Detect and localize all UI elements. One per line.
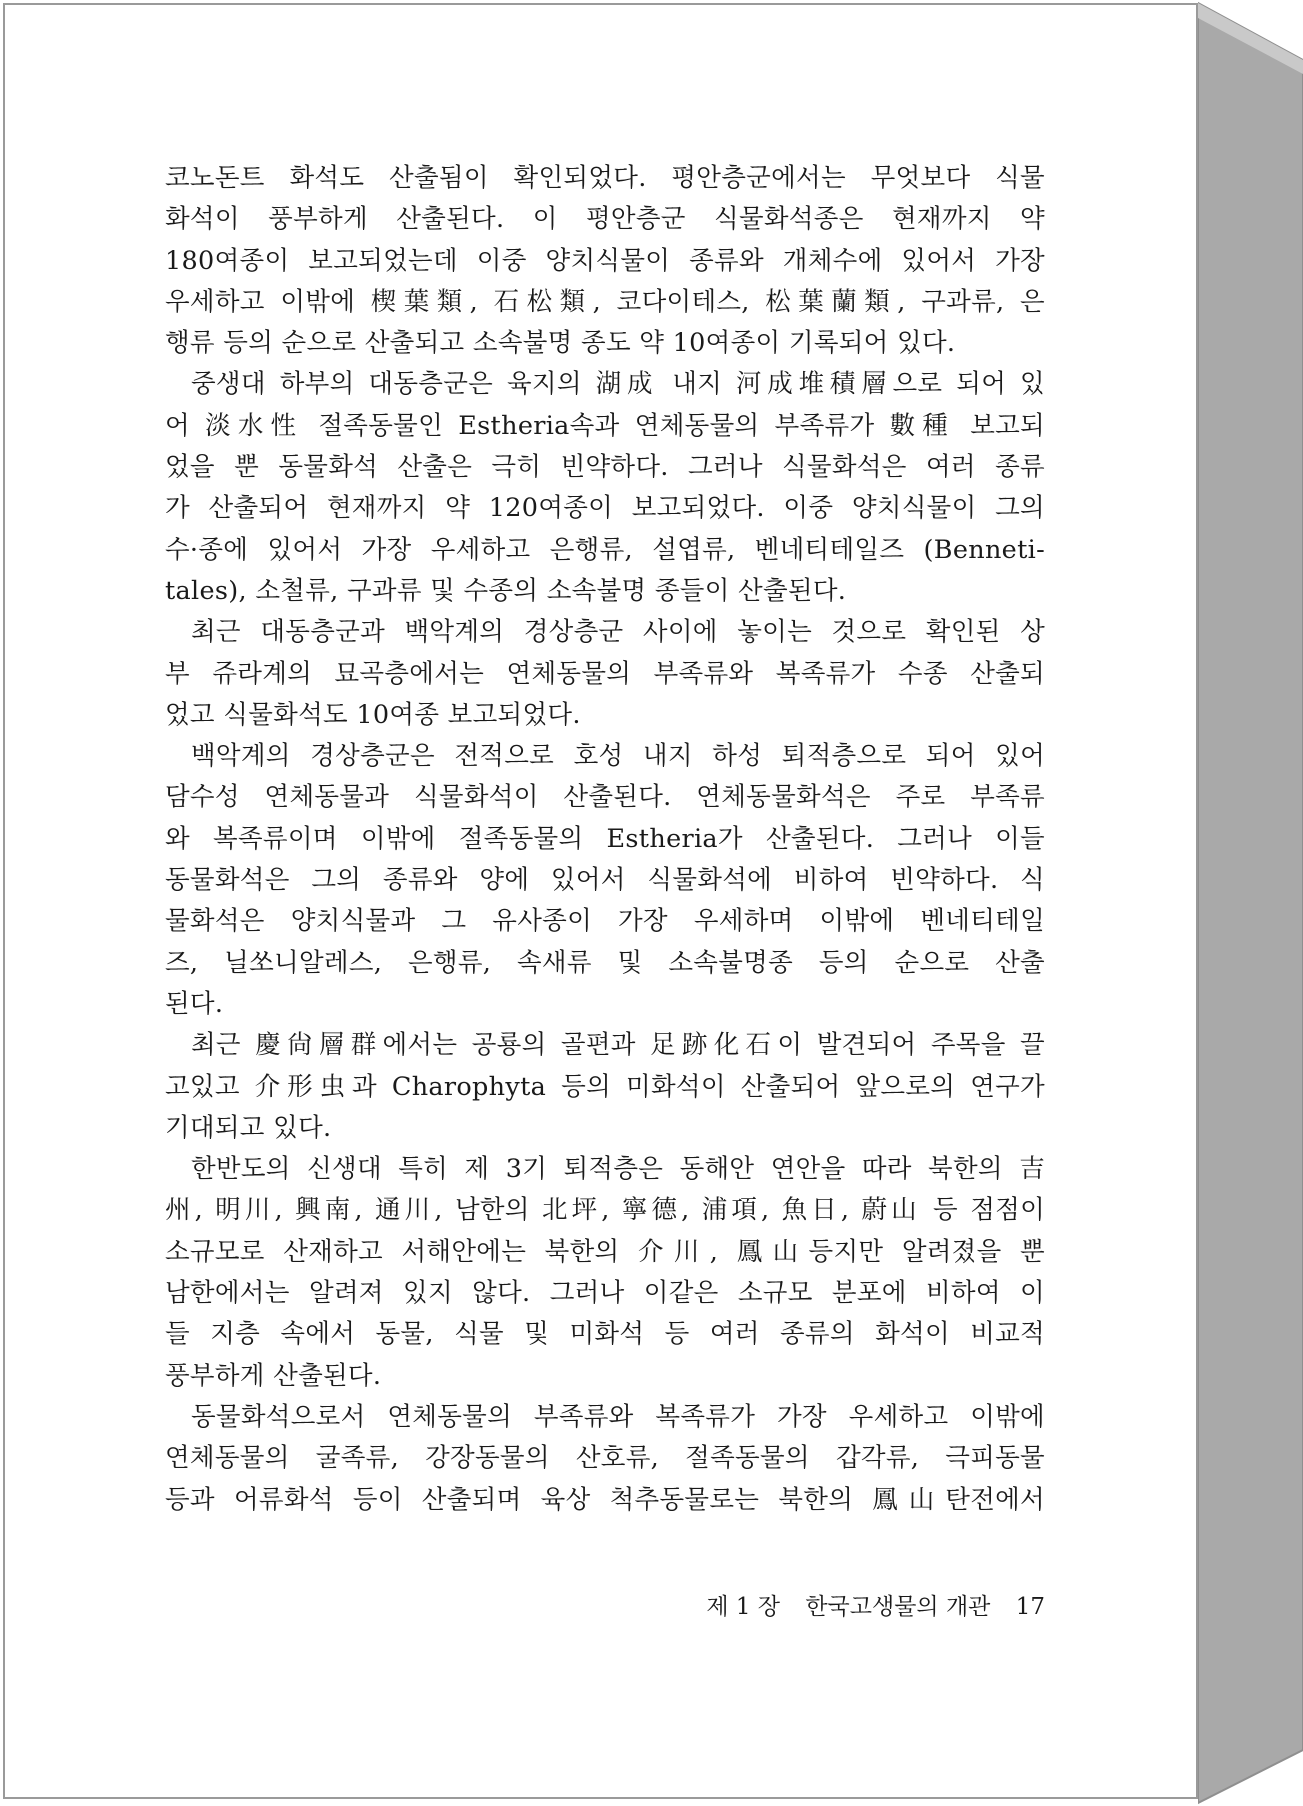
text-line: 와 복족류이며 이밖에 절족동물의 Estheria가 산출된다. 그러나 이들 <box>165 823 1045 854</box>
text-line: 담수성 연체동물과 식물화석이 산출된다. 연체동물화석은 주로 부족류 <box>165 782 1045 813</box>
text-line: 백악계의 경상층군은 전적으로 호성 내지 하성 퇴적층으로 되어 있어 <box>191 741 1045 772</box>
text-line: 었고 식물화석도 10여종 보고되었다. <box>165 699 581 730</box>
text-line: 州, 明川, 興南, 通川, 남한의 北坪, 寧德, 浦項, 魚日, 蔚山 등 점점이 <box>165 1195 1045 1226</box>
text-line: 코노돈트 화석도 산출됨이 확인되었다. 평안층군에서는 무엇보다 식물 <box>165 163 1045 193</box>
book-thickness-side <box>1198 0 1303 1806</box>
footer-title: 한국고생물의 개관 <box>805 1594 991 1620</box>
text-line: 풍부하게 산출된다. <box>165 1360 382 1391</box>
body-text <box>165 158 1045 1521</box>
text-line: 즈, 닐쏘니알레스, 은행류, 속새류 및 소속불명종 등의 순으로 산출 <box>165 947 1045 978</box>
page-footer <box>680 1588 1045 1621</box>
text-line: 부 쥬라계의 묘곡층에서는 연체동물의 부족류와 복족류가 수종 산출되 <box>165 658 1045 689</box>
book-side-shape <box>1198 0 1303 1806</box>
text-line: 기대되고 있다. <box>165 1112 332 1143</box>
text-line: 행류 등의 순으로 산출되고 소속불명 종도 약 10여종이 기록되어 있다. <box>165 328 956 359</box>
text-line: 180여종이 보고되었는데 이중 양치식물이 종류와 개체수에 있어서 가장 <box>165 245 1045 276</box>
text-line: 어 淡水性 절족동물인 Estheria속과 연체동물의 부족류가 數種 보고되 <box>165 410 1045 441</box>
text-line: 한반도의 신생대 특히 제 3기 퇴적층은 동해안 연안을 따라 북한의 吉 <box>191 1154 1045 1185</box>
text-line: tales), 소철류, 구과류 및 수종의 소속불명 종들이 산출된다. <box>165 575 847 606</box>
text-line: 고있고 介形虫과 Charophyta 등의 미화석이 산출되어 앞으로의 연구가 <box>165 1071 1045 1102</box>
footer-page-number: 17 <box>1015 1594 1045 1620</box>
text-line: 남한에서는 알려져 있지 않다. 그러나 이같은 소규모 분포에 비하여 이 <box>165 1278 1045 1309</box>
text-line: 최근 대동층군과 백악계의 경상층군 사이에 놓이는 것으로 확인된 상 <box>191 617 1045 648</box>
text-line: 최근 慶尙層群에서는 공룡의 골편과 足跡化石이 발견되어 주목을 끌 <box>191 1030 1045 1061</box>
text-line: 었을 뿐 동물화석 산출은 극히 빈약하다. 그러나 식물화석은 여러 종류 <box>165 452 1045 483</box>
text-line: 등과 어류화석 등이 산출되며 육상 척추동물로는 북한의 鳳山탄전에서 <box>165 1484 1045 1515</box>
text-line: 동물화석으로서 연체동물의 부족류와 복족류가 가장 우세하고 이밖에 <box>191 1401 1045 1432</box>
text-line: 연체동물의 굴족류, 강장동물의 산호류, 절족동물의 갑각류, 극피동물 <box>165 1443 1045 1474</box>
footer-chapter: 제 1 장 <box>706 1594 781 1620</box>
text-line: 수·종에 있어서 가장 우세하고 은행류, 설엽류, 벤네티테일즈 (Benneti- <box>165 534 1045 565</box>
text-line: 우세하고 이밖에 楔葉類, 石松類, 코다이테스, 松葉蘭類, 구과류, 은 <box>165 286 1045 317</box>
text-line: 소규모로 산재하고 서해안에는 북한의 介川, 鳳山등지만 알려졌을 뿐 <box>165 1236 1045 1267</box>
text-line: 들 지층 속에서 동물, 식물 및 미화석 등 여러 종류의 화석이 비교적 <box>165 1319 1045 1350</box>
text-line: 된다. <box>165 988 224 1019</box>
text-line: 가 산출되어 현재까지 약 120여종이 보고되었다. 이중 양치식물이 그의 <box>165 493 1045 524</box>
text-line: 물화석은 양치식물과 그 유사종이 가장 우세하며 이밖에 벤네티테일 <box>165 906 1045 937</box>
text-line: 중생대 하부의 대동층군은 육지의 湖成 내지 河成堆積層으로 되어 있 <box>191 369 1045 400</box>
text-line: 동물화석은 그의 종류와 양에 있어서 식물화석에 비하여 빈약하다. 식 <box>165 865 1045 896</box>
text-line: 화석이 풍부하게 산출된다. 이 평안층군 식물화석종은 현재까지 약 <box>165 204 1045 235</box>
